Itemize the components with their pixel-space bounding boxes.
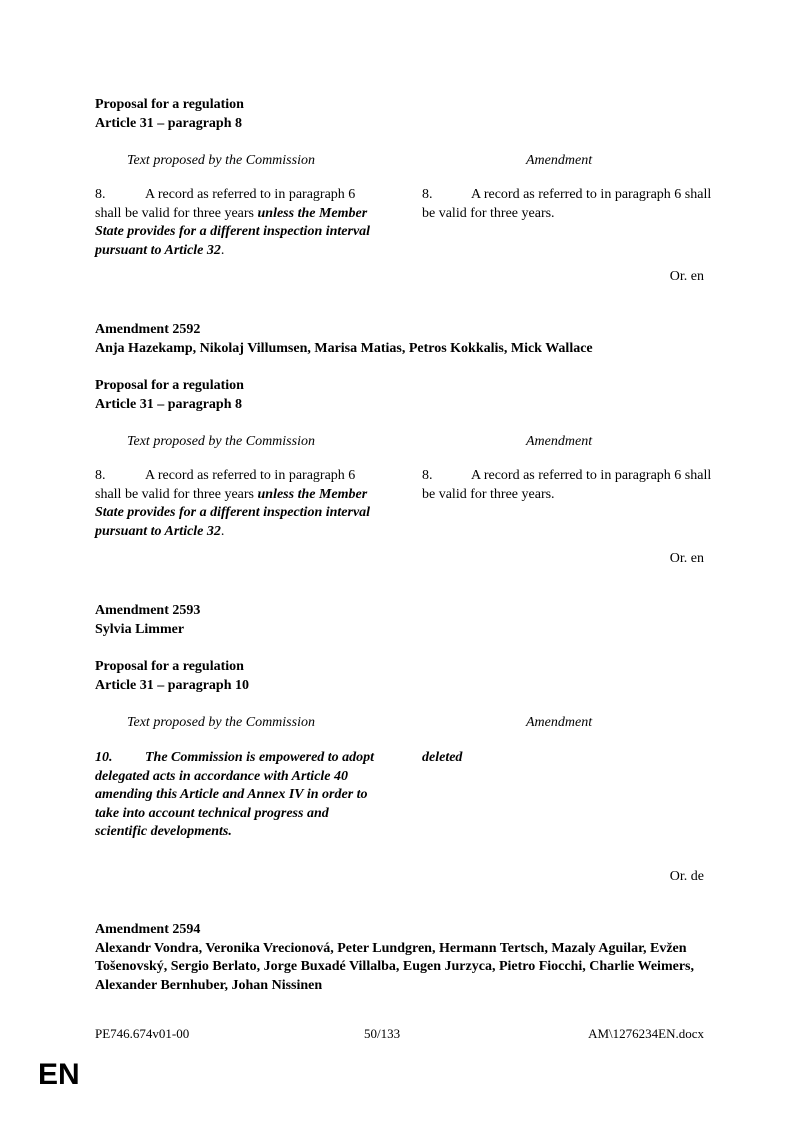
paragraph-number: 8.: [95, 468, 106, 483]
amendment-authors: Anja Hazekamp, Nikolaj Villumsen, Marisa Matias, Petros Kokkalis, Mick Wallace: [95, 340, 593, 356]
amendment-text: [422, 749, 712, 768]
proposal-article: Article 31 – paragraph 10: [95, 677, 249, 693]
commission-text-end: .: [220, 242, 225, 258]
amendment-authors: Alexandr Vondra, Veronika Vrecionová, Peter Lundgren, Hermann Tertsch, Mazaly Aguilar, Evžen Tošenovský, Sergio Berlato, Jorge Buxadé Villalba, Eugen Jurzyca, Pietro Fiocchi, Charlie Weimers, Alexander Bernhuber, Johan Nissinen: [95, 940, 694, 993]
amendment-header: Amendment: [526, 434, 593, 449]
original-language: Or. de: [669, 869, 704, 884]
commission-text-plain: A record as referred to in paragraph 6 shall be valid for three years: [95, 468, 356, 502]
commission-text-deleted: unless the Member State provides for a different inspection interval pursuant to Article 32: [95, 486, 371, 539]
commission-text-plain: A record as referred to in paragraph 6 shall be valid for three years: [95, 187, 356, 221]
commission-text-header: Text proposed by the Commission: [127, 434, 315, 449]
footer-reference: PE746.674v01-00: [95, 1026, 190, 1041]
proposal-title: Proposal for a regulation: [95, 378, 244, 393]
commission-text-end: .: [220, 523, 225, 539]
paragraph-number: 8.: [422, 468, 433, 483]
paragraph-number: 8.: [422, 187, 433, 202]
proposal-title: Proposal for a regulation: [95, 659, 244, 674]
commission-text: [95, 467, 385, 541]
paragraph-number: 10.: [95, 750, 113, 765]
proposal-article: Article 31 – paragraph 8: [95, 115, 242, 131]
amendment-authors: Sylvia Limmer: [95, 621, 185, 637]
proposal-article: Article 31 – paragraph 8: [95, 396, 242, 412]
amendment-text-body: A record as referred to in paragraph 6 shall be valid for three years.: [422, 468, 712, 502]
amendment-text: [422, 467, 712, 504]
proposal-heading: [95, 96, 244, 133]
amendment-text: [422, 186, 712, 223]
original-language: Or. en: [669, 269, 704, 284]
amendment-heading: [95, 602, 715, 639]
commission-text: [95, 186, 385, 260]
amendment-number: Amendment 2593: [95, 603, 201, 618]
amendment-deleted-label: deleted: [422, 750, 463, 765]
proposal-heading: [95, 658, 249, 695]
amendment-header: Amendment: [526, 153, 593, 168]
language-marker: EN: [38, 1058, 80, 1091]
proposal-title: Proposal for a regulation: [95, 97, 244, 112]
footer-page-number: 50/133: [364, 1026, 401, 1041]
footer-filename: AM\1276234EN.docx: [588, 1026, 704, 1041]
commission-text: [95, 749, 380, 842]
original-language: Or. en: [669, 551, 704, 566]
amendment-heading: [95, 921, 705, 995]
commission-text-deleted: The Commission is empowered to adopt delegated acts in accordance with Article 40 amending this Article and Annex IV in order to take into account technical progress and scientific developments.: [95, 750, 375, 839]
amendment-text-body: A record as referred to in paragraph 6 shall be valid for three years.: [422, 187, 712, 221]
amendment-number: Amendment 2592: [95, 322, 201, 337]
commission-text-header: Text proposed by the Commission: [127, 153, 315, 168]
amendment-heading: [95, 321, 715, 358]
proposal-heading: [95, 377, 244, 414]
commission-text-deleted: unless the Member State provides for a different inspection interval pursuant to Article 32: [95, 205, 371, 258]
amendment-header: Amendment: [526, 715, 593, 730]
amendment-number: Amendment 2594: [95, 922, 201, 937]
paragraph-number: 8.: [95, 187, 106, 202]
commission-text-header: Text proposed by the Commission: [127, 715, 315, 730]
